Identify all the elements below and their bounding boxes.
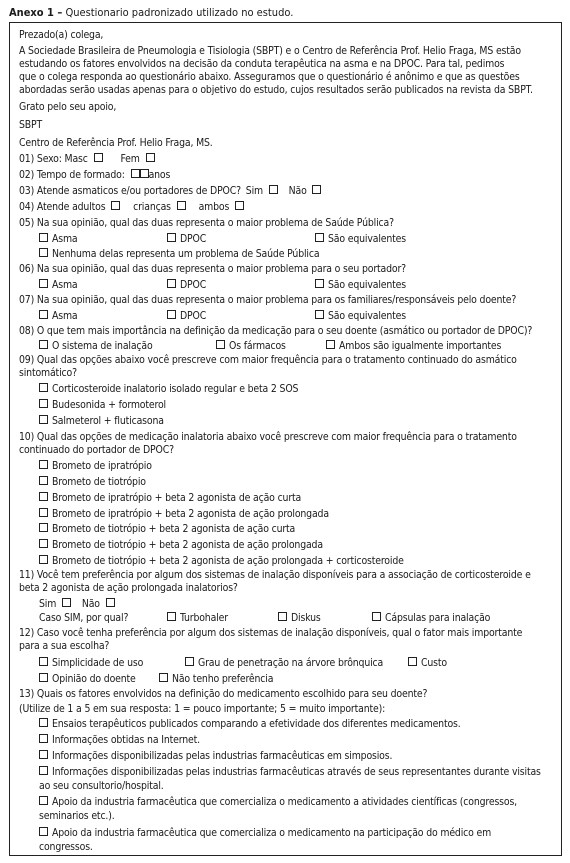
q10-option-5[interactable] bbox=[39, 523, 295, 536]
checkbox[interactable] bbox=[39, 523, 48, 532]
question-03 bbox=[19, 185, 321, 198]
q13-option-internet[interactable] bbox=[39, 734, 200, 747]
option-label: Brometo de ipratrópio + beta 2 agonista de ação prolongada bbox=[52, 508, 329, 520]
q13-option-representantes[interactable] bbox=[39, 766, 541, 779]
checkbox[interactable] bbox=[39, 492, 48, 501]
thanks: Grato pelo seu apoio, bbox=[19, 101, 117, 113]
checkbox[interactable] bbox=[372, 612, 381, 621]
q5-option-dpoc[interactable] bbox=[167, 233, 206, 246]
checkbox[interactable] bbox=[39, 718, 48, 727]
q11-option-capsulas[interactable] bbox=[372, 612, 490, 625]
q11-checkbox-yes[interactable] bbox=[62, 598, 71, 607]
option-label: Ensaios terapêuticos publicados comparando a efetividade dos diferentes medicamentos. bbox=[52, 718, 461, 730]
q11-no-label: Não bbox=[81, 598, 100, 610]
q1-option-fem: Fem bbox=[120, 153, 140, 165]
checkbox[interactable] bbox=[39, 399, 48, 408]
option-label: Diskus bbox=[291, 612, 321, 624]
checkbox[interactable] bbox=[39, 539, 48, 548]
checkbox[interactable] bbox=[39, 248, 48, 257]
q6-option-equivalentes[interactable] bbox=[315, 279, 406, 292]
option-label: Grau de penetração na árvore brônquica bbox=[198, 657, 384, 669]
q4-option-both: ambos bbox=[198, 201, 230, 213]
q2-years-input-2[interactable] bbox=[140, 169, 149, 178]
q7-option-equivalentes[interactable] bbox=[315, 310, 406, 323]
option-label: Asma bbox=[52, 279, 78, 291]
option-label: Informações disponibilizadas pelas industrias farmacêuticas através de seus representantes durante visitas bbox=[52, 766, 541, 778]
checkbox[interactable] bbox=[39, 827, 48, 836]
q13-option-apoio-participacao-cont: congressos. bbox=[39, 841, 93, 853]
q13-option-apoio-participacao[interactable] bbox=[39, 827, 491, 840]
q8-text: 08) O que tem mais importância na definição da medicação para o seu doente (asmático ou portador de DPOC)? bbox=[19, 325, 533, 337]
option-label: Turbohaler bbox=[180, 612, 228, 624]
checkbox[interactable] bbox=[39, 476, 48, 485]
q11-option-turbohaler[interactable] bbox=[167, 612, 228, 625]
q4-label: 04) Atende adultos bbox=[19, 201, 106, 213]
caption-label: Anexo 1 – bbox=[9, 6, 63, 19]
question-04 bbox=[19, 201, 244, 214]
option-label: Brometo de tiotrópio + beta 2 agonista de ação prolongada + corticosteroide bbox=[52, 555, 404, 567]
q4-checkbox-both[interactable] bbox=[235, 201, 244, 210]
checkbox[interactable] bbox=[39, 657, 48, 666]
option-label: Custo bbox=[421, 657, 447, 669]
q7-text: 07) Na sua opinião, qual das duas representa o maior problema para os familiares/responsáveis pelo doente? bbox=[19, 294, 517, 306]
checkbox[interactable] bbox=[39, 233, 48, 242]
q12-option-simplicidade[interactable] bbox=[39, 657, 143, 670]
option-label: Os fármacos bbox=[229, 340, 286, 352]
question-01 bbox=[19, 153, 155, 166]
checkbox[interactable] bbox=[315, 279, 324, 288]
checkbox[interactable] bbox=[39, 555, 48, 564]
q8-option-inalacao[interactable] bbox=[39, 340, 153, 353]
q10-text-line-1: 10) Qual das opções de medicação inalatoria abaixo você prescreve com maior frequência para o tratamento bbox=[19, 431, 517, 443]
checkbox[interactable] bbox=[278, 612, 287, 621]
checkbox[interactable] bbox=[167, 279, 176, 288]
option-label: Salmeterol + fluticasona bbox=[52, 415, 164, 427]
q12-option-custo[interactable] bbox=[408, 657, 447, 670]
caption-text: Questionario padronizado utilizado no estudo. bbox=[62, 6, 294, 19]
checkbox[interactable] bbox=[39, 340, 48, 349]
q3-no-label: Não bbox=[288, 185, 307, 197]
q11-yes-no bbox=[39, 598, 115, 611]
intro-line-3: que o colega responda ao questionário abaixo. Asseguramos que o questionário é anônimo e que as questões bbox=[19, 71, 520, 83]
checkbox[interactable] bbox=[159, 673, 168, 682]
q9-text-line-2: sintomático? bbox=[19, 367, 77, 379]
option-label: São equivalentes bbox=[328, 279, 406, 291]
q5-option-equivalentes[interactable] bbox=[315, 233, 406, 246]
intro-line-1: A Sociedade Brasileira de Pneumologia e Tisiologia (SBPT) e o Centro de Referência Prof. Helio Fraga, MS estão bbox=[19, 45, 521, 57]
option-label: Não tenho preferência bbox=[172, 673, 274, 685]
option-label: DPOC bbox=[180, 233, 207, 245]
checkbox[interactable] bbox=[39, 415, 48, 424]
signature-centro: Centro de Referência Prof. Helio Fraga, MS. bbox=[19, 137, 213, 149]
checkbox[interactable] bbox=[39, 279, 48, 288]
checkbox[interactable] bbox=[185, 657, 194, 666]
q10-option-7[interactable] bbox=[39, 555, 404, 568]
option-label: Cápsulas para inalação bbox=[385, 612, 491, 624]
q13-option-representantes-cont: ao seu consultorio/hospital. bbox=[39, 780, 164, 792]
checkbox[interactable] bbox=[167, 612, 176, 621]
option-label: Brometo de tiotrópio bbox=[52, 476, 146, 488]
checkbox[interactable] bbox=[39, 310, 48, 319]
q12-text-line-1: 12) Caso você tenha preferência por algum dos sistemas de inalação disponíveis, qual o fator mais importante bbox=[19, 627, 523, 639]
q13-option-apoio-atividades[interactable] bbox=[39, 796, 517, 809]
checkbox[interactable] bbox=[216, 340, 225, 349]
checkbox[interactable] bbox=[326, 340, 335, 349]
q12-text-line-2: para a sua escolha? bbox=[19, 640, 110, 652]
q5-option-nenhuma[interactable] bbox=[39, 248, 319, 261]
option-label: DPOC bbox=[180, 279, 207, 291]
q11-checkbox-no[interactable] bbox=[106, 598, 115, 607]
q9-option-2[interactable] bbox=[39, 399, 166, 412]
q9-option-3[interactable] bbox=[39, 415, 164, 428]
option-label: São equivalentes bbox=[328, 310, 406, 322]
intro-line-2: estudando os fatores envolvidos na decisão da conduta terapêutica na asma e na DPOC. Para tal, pedimos bbox=[19, 58, 505, 70]
checkbox[interactable] bbox=[39, 508, 48, 517]
q10-option-1[interactable] bbox=[39, 460, 152, 473]
q11-text-line-1: 11) Você tem preferência por algum dos sistemas de inalação disponíveis para a associação de corticosteroide e bbox=[19, 569, 531, 581]
checkbox[interactable] bbox=[39, 383, 48, 392]
q6-text: 06) Na sua opinião, qual das duas representa o maior problema para o seu portador? bbox=[19, 263, 406, 275]
option-label: Informações disponibilizadas pelas industrias farmacêuticas em simposios. bbox=[52, 750, 393, 762]
checkbox[interactable] bbox=[315, 233, 324, 242]
option-label: O sistema de inalação bbox=[52, 340, 153, 352]
q13-option-apoio-atividades-cont: seminarios etc.). bbox=[39, 810, 115, 822]
option-label: Asma bbox=[52, 310, 78, 322]
checkbox[interactable] bbox=[39, 766, 48, 775]
q5-text: 05) Na sua opinião, qual das duas representa o maior problema de Saúde Pública? bbox=[19, 217, 394, 229]
q4-checkbox-adults[interactable] bbox=[111, 201, 120, 210]
q1-checkbox-masc[interactable] bbox=[94, 153, 103, 162]
greeting: Prezado(a) colega, bbox=[19, 29, 104, 41]
option-label: São equivalentes bbox=[328, 233, 406, 245]
q10-option-4[interactable] bbox=[39, 508, 329, 521]
option-label: Budesonida + formoterol bbox=[52, 399, 166, 411]
q13-option-simposios[interactable] bbox=[39, 750, 392, 763]
q11-text-line-2: beta 2 agonista de ação prolongada inalatorios? bbox=[19, 582, 238, 594]
option-label: Brometo de ipratrópio + beta 2 agonista de ação curta bbox=[52, 492, 302, 504]
q11-which: Caso SIM, por qual? bbox=[39, 612, 129, 624]
q11-option-diskus[interactable] bbox=[278, 612, 321, 625]
q7-option-dpoc[interactable] bbox=[167, 310, 206, 323]
questionnaire-box bbox=[9, 22, 562, 856]
checkbox[interactable] bbox=[39, 673, 48, 682]
q3-checkbox-yes[interactable] bbox=[269, 185, 278, 194]
q2-unit: anos bbox=[148, 169, 171, 181]
question-02 bbox=[19, 169, 170, 182]
q11-yes-label: Sim bbox=[39, 598, 57, 610]
q13-text-line-2: (Utilize de 1 a 5 em sua resposta: 1 = pouco importante; 5 = muito importante): bbox=[19, 703, 386, 715]
option-label: Opinião do doente bbox=[52, 673, 136, 685]
q10-option-3[interactable] bbox=[39, 492, 301, 505]
checkbox[interactable] bbox=[39, 460, 48, 469]
q1-checkbox-fem[interactable] bbox=[146, 153, 155, 162]
option-label: DPOC bbox=[180, 310, 207, 322]
q6-option-asma[interactable] bbox=[39, 279, 78, 292]
q2-years-input-1[interactable] bbox=[131, 169, 140, 178]
q6-option-dpoc[interactable] bbox=[167, 279, 206, 292]
q5-option-asma[interactable] bbox=[39, 233, 78, 246]
option-label: Corticosteroide inalatorio isolado regular e beta 2 SOS bbox=[52, 383, 299, 395]
intro-line-4: abordadas serão usadas apenas para o objetivo do estudo, cujos resultados serão publicados na revista da SBPT. bbox=[19, 84, 533, 96]
q9-text-line-1: 09) Qual das opções abaixo você prescreve com maior frequência para o tratamento continuado do asmático bbox=[19, 354, 517, 366]
q13-option-ensaios[interactable] bbox=[39, 718, 461, 731]
option-label: Brometo de ipratrópio bbox=[52, 460, 152, 472]
option-label: Apoio da industria farmacêutica que comercializa o medicamento na participação do médico em bbox=[52, 827, 492, 839]
q9-option-1[interactable] bbox=[39, 383, 298, 396]
q1-label: 01) Sexo: Masc bbox=[19, 153, 88, 165]
signature-sbpt: SBPT bbox=[19, 119, 43, 131]
checkbox[interactable] bbox=[167, 310, 176, 319]
checkbox[interactable] bbox=[167, 233, 176, 242]
checkbox[interactable] bbox=[315, 310, 324, 319]
q3-label: 03) Atende asmaticos e/ou portadores de DPOC? bbox=[19, 185, 241, 197]
q4-option-children: crianças bbox=[133, 201, 171, 213]
figure-caption bbox=[9, 6, 293, 19]
q10-option-6[interactable] bbox=[39, 539, 323, 552]
q13-text-line-1: 13) Quais os fatores envolvidos na definição do medicamento escolhido para seu doente? bbox=[19, 688, 428, 700]
checkbox[interactable] bbox=[39, 734, 48, 743]
q12-option-opiniao[interactable] bbox=[39, 673, 136, 686]
q2-label: 02) Tempo de formado: bbox=[19, 169, 125, 181]
q12-option-sem-preferencia[interactable] bbox=[159, 673, 273, 686]
q8-option-farmacos[interactable] bbox=[216, 340, 286, 353]
option-label: Informações obtidas na Internet. bbox=[52, 734, 200, 746]
checkbox[interactable] bbox=[39, 750, 48, 759]
checkbox[interactable] bbox=[408, 657, 417, 666]
option-label: Ambos são igualmente importantes bbox=[339, 340, 502, 352]
q3-yes-label: Sim bbox=[245, 185, 263, 197]
checkbox[interactable] bbox=[39, 796, 48, 805]
q3-checkbox-no[interactable] bbox=[312, 185, 321, 194]
q8-option-ambos[interactable] bbox=[326, 340, 501, 353]
q10-text-line-2: continuado do portador de DPOC? bbox=[19, 444, 174, 456]
option-label: Nenhuma delas representa um problema de Saúde Pública bbox=[52, 248, 320, 260]
option-label: Brometo de tiotrópio + beta 2 agonista de ação curta bbox=[52, 523, 296, 535]
q7-option-asma[interactable] bbox=[39, 310, 78, 323]
q10-option-2[interactable] bbox=[39, 476, 146, 489]
option-label: Simplicidade de uso bbox=[52, 657, 144, 669]
option-label: Brometo de tiotrópio + beta 2 agonista de ação prolongada bbox=[52, 539, 323, 551]
q4-checkbox-children[interactable] bbox=[177, 201, 186, 210]
option-label: Asma bbox=[52, 233, 78, 245]
option-label: Apoio da industria farmacêutica que comercializa o medicamento a atividades científicas (congressos, bbox=[52, 796, 518, 808]
q12-option-penetracao[interactable] bbox=[185, 657, 383, 670]
